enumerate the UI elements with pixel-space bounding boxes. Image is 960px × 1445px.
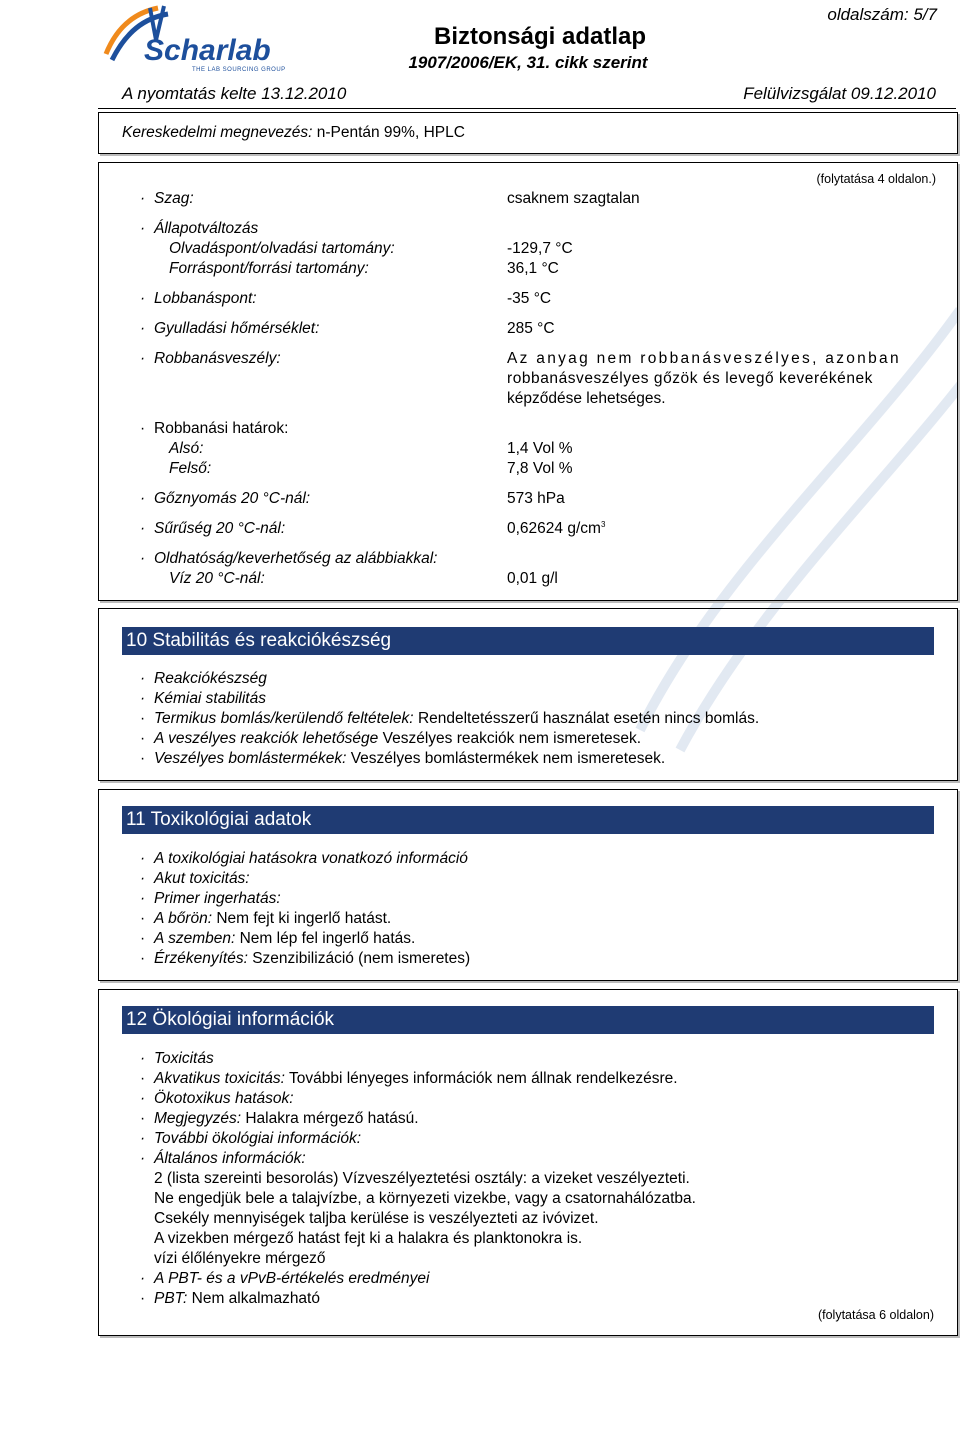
- document-subtitle: 1907/2006/EK, 31. cikk szerint: [408, 53, 648, 72]
- explosion-line-1: Az anyag nem robbanásveszélyes, azonban: [507, 350, 901, 367]
- boiling-label: Forráspont/forrási tartomány:: [169, 260, 369, 277]
- aquatic-toxicity: · Akvatikus toxicitás: További lényeges információk nem állnak rendelkezésre.: [140, 1070, 678, 1087]
- general-info-line-3: Csekély mennyiségek taljba kerülése is veszélyezteti az ivóvizet.: [154, 1210, 599, 1227]
- header-rule: [98, 108, 956, 109]
- explosion-label: · Robbanásveszély:: [140, 350, 281, 367]
- continued-from: (folytatása 4 oldalon.): [816, 172, 936, 186]
- odor-label: · Szag:: [140, 190, 194, 207]
- hazardous-reactions: · A veszélyes reakciók lehetősége Veszélyes reakciók nem ismeretesek.: [140, 730, 642, 747]
- general-info-line-4: A vizekben mérgező hatást fejt ki a halakra és planktonokra is.: [154, 1230, 583, 1247]
- general-info-label: · Általános információk:: [140, 1150, 306, 1167]
- ignition-value: 285 °C: [507, 320, 555, 337]
- trade-name: [122, 124, 465, 142]
- water-solubility-value: 0,01 g/l: [507, 570, 558, 587]
- general-info-line-2: Ne engedjük bele a talajvízbe, a környezeti vizekbe, vagy a csatornahálózatba.: [154, 1190, 696, 1207]
- revision-date: Felülvizsgálat 09.12.2010: [743, 84, 936, 103]
- general-info-line-5: vízi élőlényekre mérgező: [154, 1250, 326, 1267]
- eye-effect: · A szemben: Nem lép fel ingerlő hatás.: [140, 930, 416, 947]
- state-change-label: · Állapotváltozás: [140, 220, 259, 237]
- upper-limit-label: Felső:: [169, 460, 212, 477]
- ecotoxic-effects-label: · Ökotoxikus hatások:: [140, 1090, 294, 1107]
- general-info-line-1: 2 (lista szereinti besorolás) Vízveszélyeztetési osztály: a vizeket veszélyezteti.: [154, 1170, 690, 1187]
- decomposition-products: · Veszélyes bomlástermékek: Veszélyes bomlástermékek nem ismeretesek.: [140, 750, 666, 767]
- section-12-title: 12 Ökológiai információk: [122, 1006, 934, 1034]
- trade-name-label: Kereskedelmi megnevezés:: [122, 124, 313, 141]
- continued-to: (folytatása 6 oldalon): [817, 1308, 934, 1322]
- primary-irritation-label: · Primer ingerhatás:: [140, 890, 281, 907]
- water-solubility-label: Víz 20 °C-nál:: [169, 570, 265, 587]
- sensitization: · Érzékenyítés: Szenzibilizáció (nem ismeretes): [140, 950, 471, 967]
- melting-value: -129,7 °C: [507, 240, 573, 257]
- skin-effect: · A bőrön: Nem fejt ki ingerlő hatást.: [140, 910, 392, 927]
- lower-limit-label: Alsó:: [169, 440, 204, 457]
- vapor-pressure-label: · Gőznyomás 20 °C-nál:: [140, 490, 311, 507]
- ignition-label: · Gyulladási hőmérséklet:: [140, 320, 320, 337]
- document-title: Biztonsági adatlap: [433, 23, 647, 50]
- pbt-result: · PBT: Nem alkalmazható: [140, 1290, 320, 1307]
- lower-limit-value: 1,4 Vol %: [507, 440, 573, 457]
- explosion-line-2: robbanásveszélyes gőzök és levegő keverékének: [507, 370, 873, 387]
- trade-name-value: n-Pentán 99%, HPLC: [316, 124, 465, 141]
- pbt-vpvb-label: · A PBT- és a vPvB-értékelés eredményei: [140, 1270, 430, 1287]
- explosion-line-3: képződése lehetséges.: [507, 390, 666, 407]
- print-date: A nyomtatás kelte 13.12.2010: [122, 84, 347, 103]
- page-number: oldalszám: 5/7: [827, 5, 937, 24]
- acute-toxicity-label: · Akut toxicitás:: [140, 870, 250, 887]
- solubility-label: · Oldhatóság/keverhetőség az alábbiakkal:: [140, 550, 438, 567]
- vapor-pressure-value: 573 hPa: [507, 490, 565, 507]
- flash-point-label: · Lobbanáspont:: [140, 290, 257, 307]
- further-ecological-label: · További ökológiai információk:: [140, 1130, 362, 1147]
- density-value: 0,62624 $g/cm^3$: [507, 520, 606, 538]
- logo-text: Scharlab: [144, 34, 271, 67]
- toxicology-info-label: · A toxikológiai hatásokra vonatkozó információ: [140, 850, 468, 867]
- melting-label: Olvadáspont/olvadási tartomány:: [169, 240, 395, 257]
- odor-value: csaknem szagtalan: [507, 190, 640, 207]
- explosion-limits-label: · Robbanási határok:: [140, 420, 289, 437]
- upper-limit-value: 7,8 Vol %: [507, 460, 573, 477]
- reactivity-label: · Reakciókészség: [140, 670, 267, 687]
- flash-point-value: -35 °C: [507, 290, 552, 307]
- boiling-value: 36,1 °C: [507, 260, 559, 277]
- remark: · Megjegyzés: Halakra mérgező hatású.: [140, 1110, 419, 1127]
- thermal-decomposition: · Termikus bomlás/kerülendő feltételek: Rendeltetésszerű használat esetén nincs bomlás.: [140, 710, 760, 727]
- section-10-title: 10 Stabilitás és reakciókészség: [122, 627, 934, 655]
- toxicity-label: · Toxicitás: [140, 1050, 214, 1067]
- density-label: · Sűrűség 20 °C-nál:: [140, 520, 286, 537]
- chemical-stability-label: · Kémiai stabilitás: [140, 690, 266, 707]
- section-11-title: 11 Toxikológiai adatok: [122, 806, 934, 834]
- logo-tagline: THE LAB SOURCING GROUP: [192, 67, 286, 73]
